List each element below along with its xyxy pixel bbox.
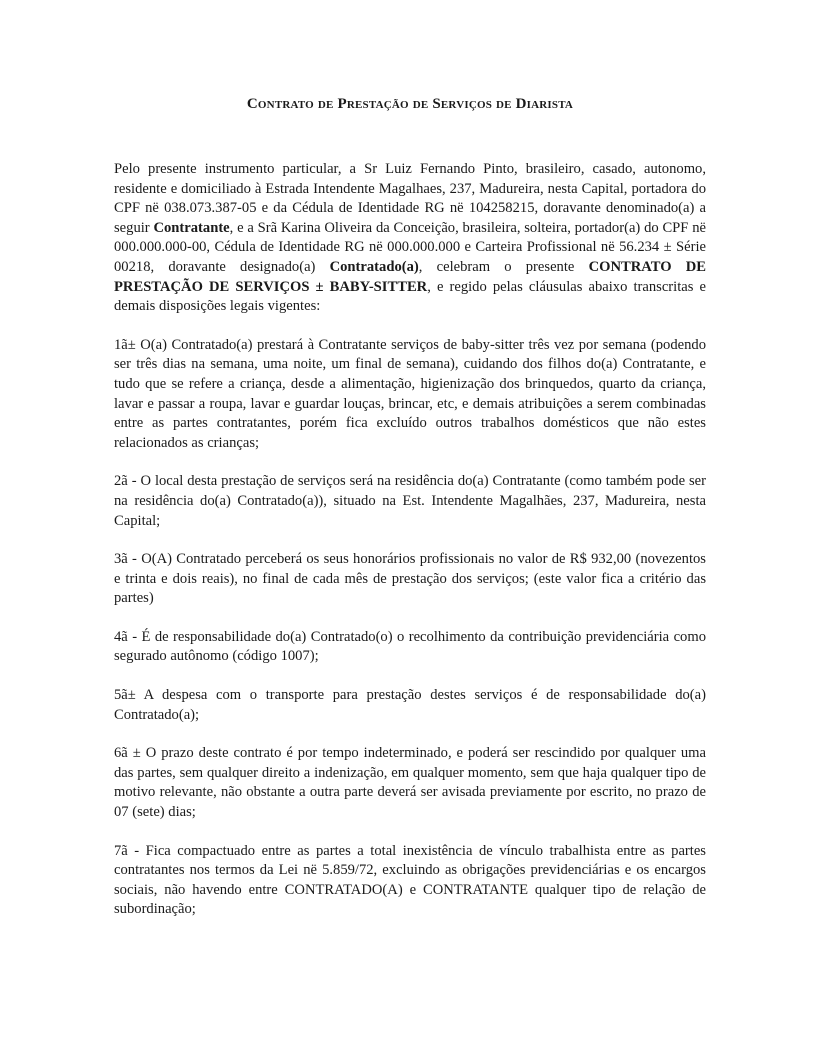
intro-contract-name: CONTRATO DE PRESTAÇÃO DE SERVIÇOS ± BABY-SITTER	[114, 258, 706, 295]
intro-paragraph	[114, 160, 706, 317]
intro-contratado: Contratado(a)	[329, 258, 419, 275]
intro-text-1: Pelo presente instrumento particular, a Sr Luiz Fernando Pinto, brasileiro, casado, autonomo, residente e domiciliado à Estrada Intendente Magalhaes, 237, Madureira, nesta Capital, portadora do CPF në 038.073.387-05 e da Cédula de Identidade RG në 104258215, doravante denominado(a) a seguir	[114, 161, 706, 236]
clause-5: 5ã± A despesa com o transporte para prestação destes serviços é de responsabilidade do(a) Contratado(a);	[114, 687, 706, 723]
clause-7: 7ã - Fica compactuado entre as partes a total inexistência de vínculo trabalhista entre as partes contratantes nos termos da Lei në 5.859/72, excluindo as obrigações previdenciárias e os encargos sociais, não havendo entre CONTRATADO(A) e CONTRATANTE qualquer tipo de relação de subordinação;	[114, 842, 706, 918]
clause-1: 1ã± O(a) Contratado(a) prestará à Contratante serviços de baby-sitter três vez por semana (podendo ser três dias na semana, uma noite, um final de semana), cuidando dos filhos do(a) Contratante, e tudo que se refere a criança, desde a alimentação, higienização dos brinquedos, quarto da criança, lavar e passar a roupa, lavar e guardar louças, brincar, etc, e demais atribuições a serem combinadas entre as partes contratantes, porém fica excluído outros trabalhos domésticos que não estes relacionados as crianças;	[114, 336, 706, 451]
document-title: Contrato de Prestação de Serviços de Diarista	[246, 96, 574, 112]
document-body	[114, 160, 706, 939]
intro-text-4: , e regido pelas cláusulas abaixo transcritas e demais disposições legais vigentes:	[114, 278, 706, 315]
clause-4: 4ã - É de responsabilidade do(a) Contratado(o) o recolhimento da contribuição previdenciária como segurado autônomo (código 1007);	[114, 628, 706, 665]
intro-contratante: Contratante	[153, 219, 230, 236]
intro-text-2: , e a Srã Karina Oliveira da Conceição, brasileira, solteira, portador(a) do CPF në 000.000.000-00, Cédula de Identidade RG në 000.000.000 e Carteira Profissional në 56.234 ± Série 00218, doravante designado(a)	[114, 219, 706, 275]
clause-6: 6ã ± O prazo deste contrato é por tempo indeterminado, e poderá ser rescindido por qualquer uma das partes, sem qualquer direito a indenização, em qualquer momento, sem que haja qualquer tipo de motivo relevante, não obstante a outra parte deverá ser avisada previamente por escrito, no prazo de 07 (sete) dias;	[114, 745, 706, 821]
clause-2: 2ã - O local desta prestação de serviços será na residência do(a) Contratante (como também pode ser na residência do(a) Contratado(a)), situado na Est. Intendente Magalhães, 237, Madureira, nesta Capital;	[114, 473, 706, 529]
intro-text-3: , celebram o presente	[418, 258, 589, 275]
clause-3: 3ã - O(A) Contratado perceberá os seus honorários profissionais no valor de R$ 932,00 (novezentos e trinta e dois reais), no final de cada mês de prestação dos serviços; (este valor fica a critério das partes)	[114, 551, 706, 607]
